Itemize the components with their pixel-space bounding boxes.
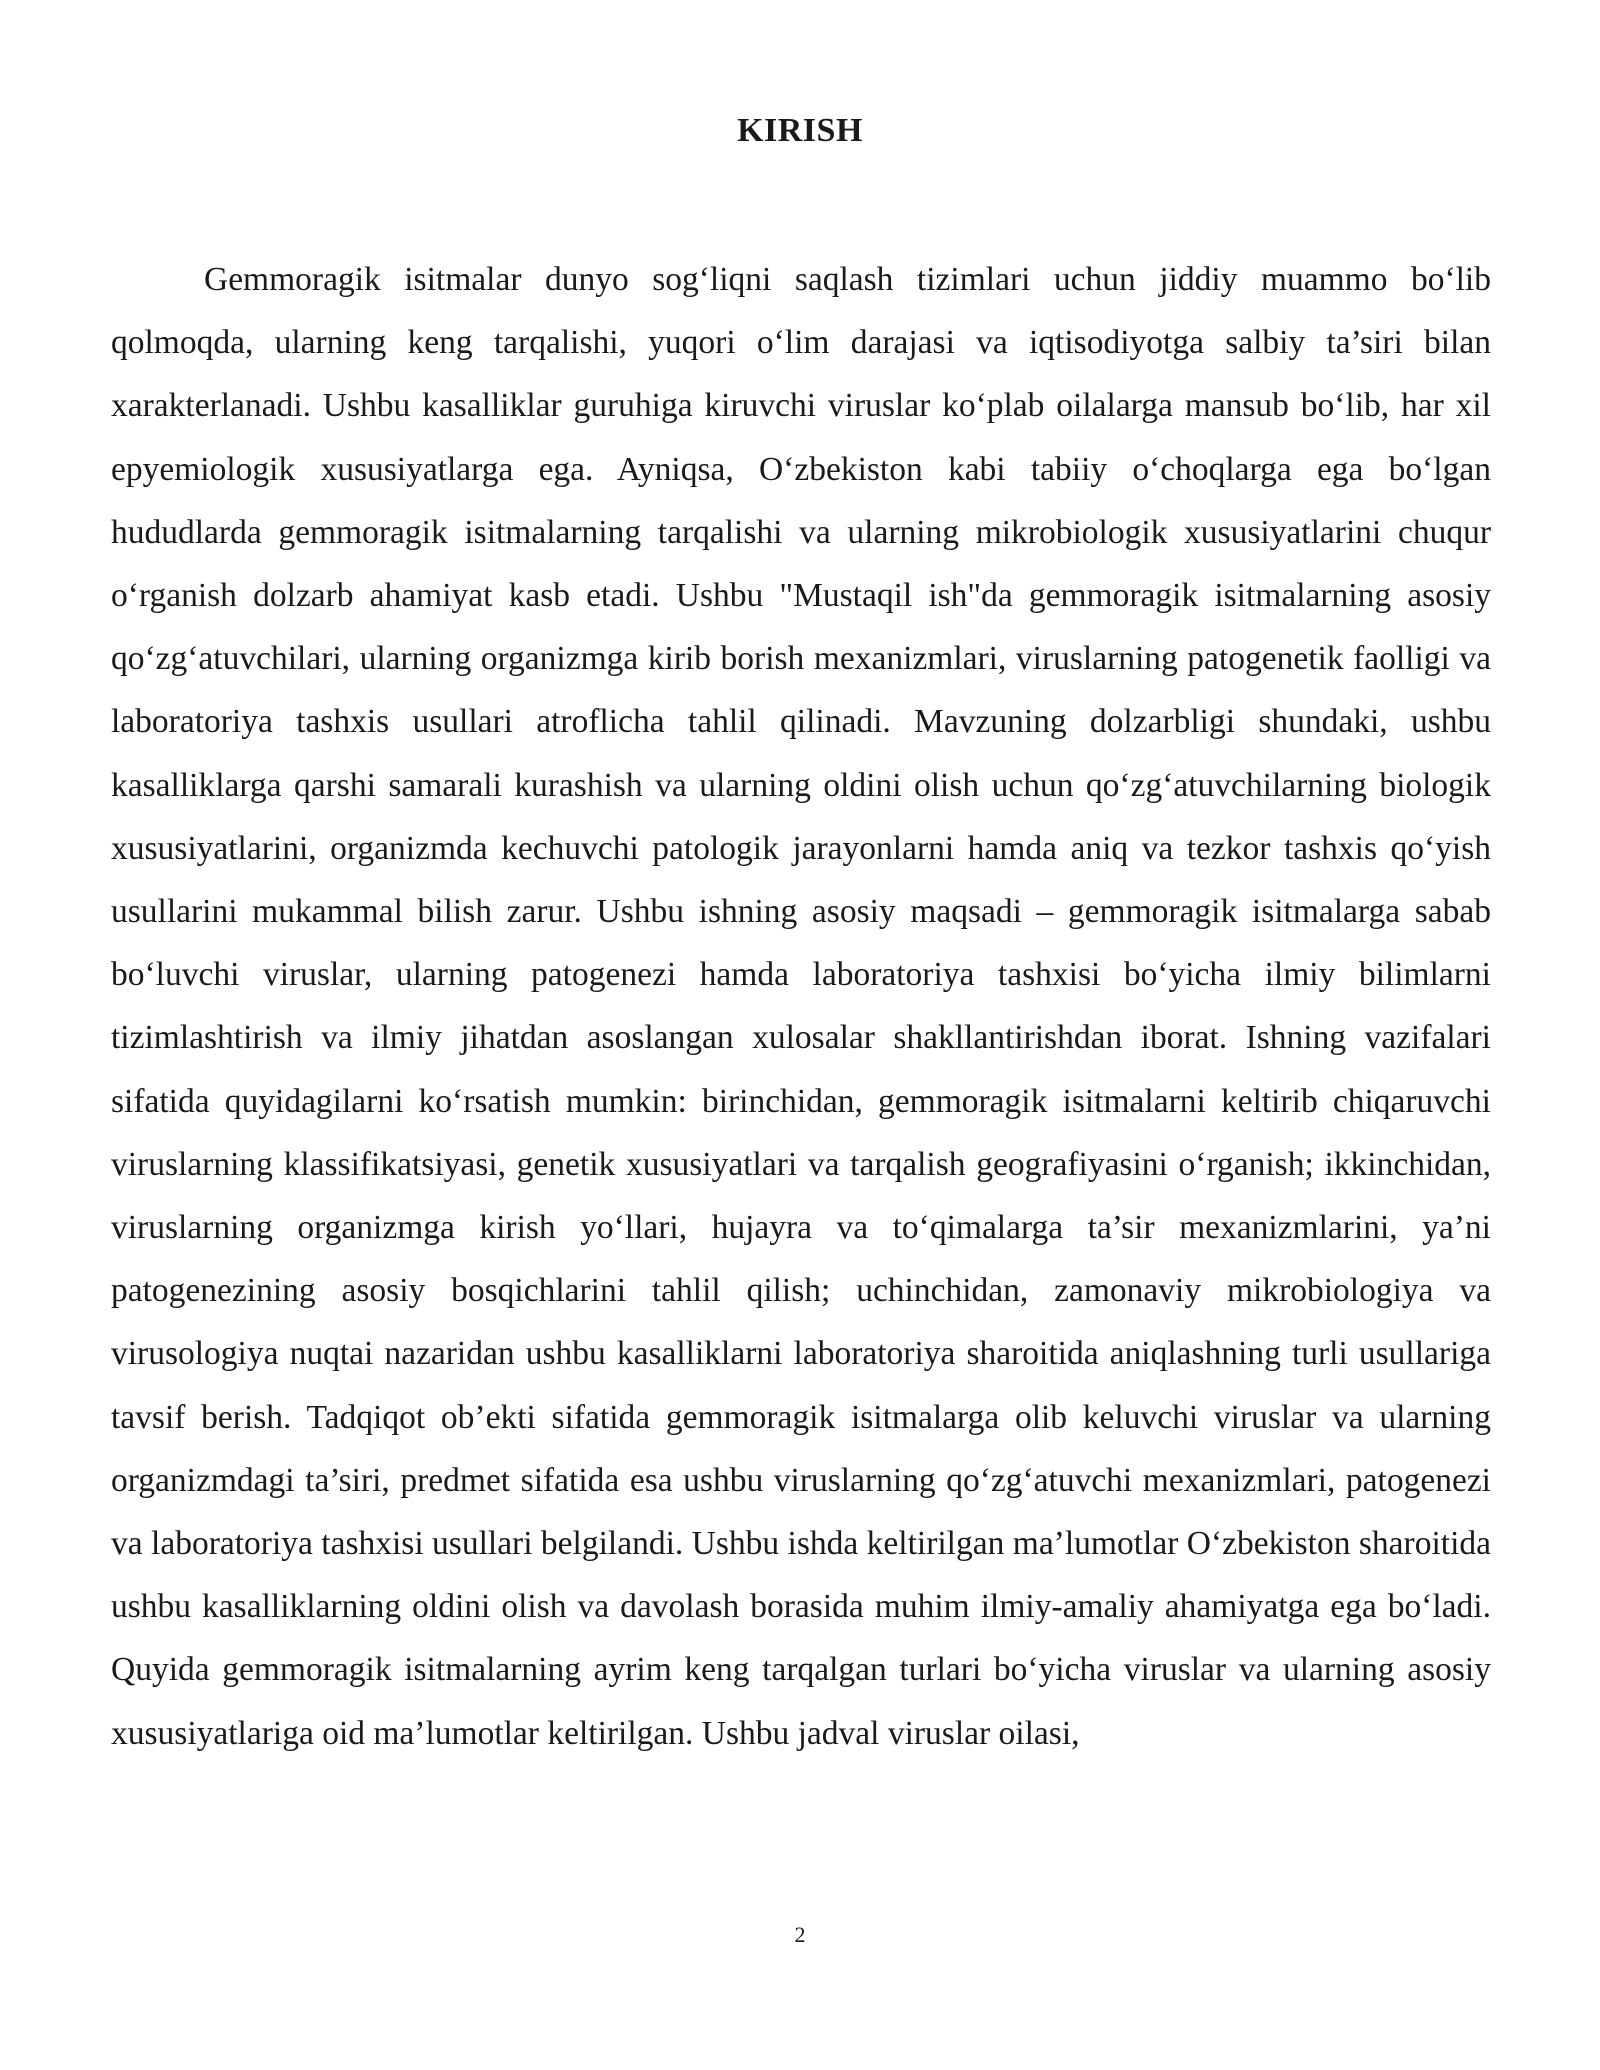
body-paragraph: Gemmoragik isitmalar dunyo sog‘liqni saqlash tizimlari uchun jiddiy muammo bo‘lib qolmoqda, ularning keng tarqalishi, yuqori o‘lim darajasi va iqtisodiyotga salbiy ta’siri bilan xarakterlanadi. Ushbu kasalliklar guruhiga kiruvchi viruslar ko‘plab oilalarga mansub bo‘lib, har xil epyemiologik xususiyatlarga ega. Ayniqsa, O‘zbekiston kabi tabiiy o‘choqlarga ega bo‘lgan hududlarda gemmoragik isitmalarning tarqalishi va ularning mikrobiologik xususiyatlarini chuqur o‘rganish dolzarb ahamiyat kasb etadi. Ushbu "Mustaqil ish"da gemmoragik isitmalarning asosiy qo‘zg‘atuvchilari, ularning organizmga kirib borish mexanizmlari, viruslarning patogenetik faolligi va laboratoriya tashxis usullari atroflicha tahlil qilinadi. Mavzuning dolzarbligi shundaki, ushbu kasalliklarga qarshi samarali kurashish va ularning oldini olish uchun qo‘zg‘atuvchilarning biologik xususiyatlarini, organizmda kechuvchi patologik jarayonlarni hamda aniq va tezkor tashxis qo‘yish usullarini mukammal bilish zarur. Ushbu ishning asosiy maqsadi – gemmoragik isitmalarga sabab bo‘luvchi viruslar, ularning patogenezi hamda laboratoriya tashxisi bo‘yicha ilmiy bilimlarni tizimlashtirish va ilmiy jihatdan asoslangan xulosalar shakllantirishdan iborat. Ishning vazifalari sifatida quyidagilarni ko‘rsatish mumkin: birinchidan, gemmoragik isitmalarni keltirib chiqaruvchi viruslarning klassifikatsiyasi, genetik xususiyatlari va tarqalish geografiyasini o‘rganish; ikkinchidan, viruslarning organizmga kirish yo‘llari, hujayra va to‘qimalarga ta’sir mexanizmlarini, ya’ni patogenezining asosiy bosqichlarini tahlil qilish; uchinchidan, zamonaviy mikrobiologiya va virusologiya nuqtai nazaridan ushbu kasalliklarni laboratoriya sharoitida aniqlashning turli usullariga tavsif berish. Tadqiqot ob’ekti sifatida gemmoragik isitmalarga olib keluvchi viruslar va ularning organizmdagi ta’siri, predmet sifatida esa ushbu viruslarning qo‘zg‘atuvchi mexanizmlari, patogenezi va laboratoriya tashxisi usullari belgilandi. Ushbu ishda keltirilgan ma’lumotlar O‘zbekiston sharoitida ushbu kasalliklarning oldini olish va davolash borasida muhim ilmiy-amaliy ahamiyatga ega bo‘ladi. Quyida gemmoragik isitmalarning ayrim keng tarqalgan turlari bo‘yicha viruslar va ularning asosiy xususiyatlariga oid ma’lumotlar keltirilgan. Ushbu jadval viruslar oilasi, [111, 261, 1491, 1752]
section-heading: KIRISH [737, 112, 863, 149]
page-number: 2 [794, 1922, 806, 1947]
